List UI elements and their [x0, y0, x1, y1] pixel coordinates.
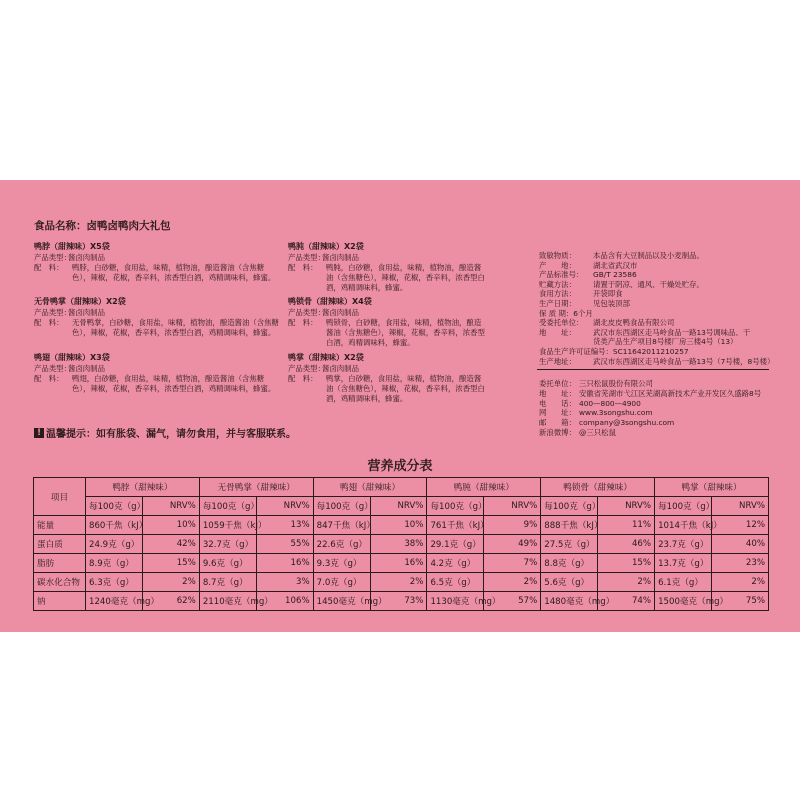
product-type [34, 253, 105, 263]
nutrient-nrv: 40% [711, 535, 768, 554]
info-row [539, 318, 674, 328]
nutrient-amount: 8.7克（g） [199, 573, 256, 592]
nutrient-nrv: 75% [711, 592, 768, 611]
product-ingredients [288, 263, 533, 295]
product-type [34, 308, 105, 318]
company-row [539, 389, 761, 399]
nutrient-nrv: 55% [256, 535, 313, 554]
nutrient-amount: 6.3克（g） [86, 573, 143, 592]
nutrient-nrv: 12% [711, 516, 768, 535]
product-column-header: 鸭锁骨（甜辣味） [541, 478, 655, 497]
company-label: 委托单位： [539, 379, 576, 388]
product-type-value: 酱卤肉制品 [322, 253, 359, 262]
per-100g-header: 每100克（g） [427, 497, 484, 516]
ingredients-label: 配 料： [288, 318, 318, 327]
company-value: company@3songshu.com [579, 418, 675, 428]
info-row [539, 280, 704, 290]
product-ingredients [34, 263, 279, 295]
nutrient-amount: 5.6克（g） [541, 573, 598, 592]
nutrient-nrv: 106% [256, 592, 313, 611]
nutrient-name: 能量 [34, 516, 86, 535]
nutrient-nrv: 42% [142, 535, 199, 554]
info-value: 6个月 [573, 308, 593, 318]
info-label: 食品生产许可证编号： [539, 347, 613, 356]
nrv-header: NRV% [711, 497, 768, 516]
nutrition-table [33, 477, 769, 611]
info-label: 贮藏方法： [539, 279, 576, 289]
info-label: 致敏物质： [539, 251, 576, 260]
company-row [539, 408, 653, 418]
nrv-header: NRV% [142, 497, 199, 516]
nutrient-nrv: 62% [142, 592, 199, 611]
nutrient-nrv: 2% [142, 573, 199, 592]
nutrient-amount: 22.6克（g） [313, 535, 370, 554]
product-type [34, 364, 105, 374]
nutrient-name: 蛋白质 [34, 535, 86, 554]
ingredients-label: 配 料： [34, 263, 64, 272]
info-value: 开袋即食 [593, 289, 623, 299]
product-header: 鸭肫（甜辣味）X2袋 [288, 242, 364, 251]
warning-notice [34, 425, 296, 440]
product-type [288, 308, 359, 318]
info-label: 地 址： [539, 327, 576, 337]
ingredients-label: 配 料： [34, 374, 64, 383]
info-row [539, 299, 630, 309]
nutrient-amount: 24.9克（g） [86, 535, 143, 554]
nutrient-nrv: 9% [484, 516, 541, 535]
nutrition-row [34, 535, 769, 554]
nutrient-nrv: 10% [370, 516, 427, 535]
nutrient-amount: 32.7克（g） [199, 535, 256, 554]
nutrient-amount: 1059千焦（kJ） [199, 516, 256, 535]
product-type-value: 酱卤肉制品 [68, 253, 105, 262]
info-row [539, 289, 623, 299]
nutrient-amount: 27.5克（g） [541, 535, 598, 554]
nutrient-nrv: 57% [484, 592, 541, 611]
nutrient-amount: 1240毫克（mg） [86, 592, 143, 611]
company-value: 400—800—4900 [579, 398, 641, 408]
product-ingredients [34, 318, 279, 350]
nutrient-nrv: 16% [370, 554, 427, 573]
info-value: 见包装顶部 [593, 299, 630, 308]
per-100g-header: 每100克（g） [313, 497, 370, 516]
nutrition-row [34, 592, 769, 611]
nutrition-title: 营养成分表 [367, 459, 433, 474]
ingredients-label: 配 料： [288, 374, 318, 383]
company-value: @三只松鼠 [579, 428, 616, 437]
warning-icon: ! [34, 428, 44, 438]
per-100g-header: 每100克（g） [655, 497, 712, 516]
nutrition-row [34, 516, 769, 535]
nutrient-amount: 7.0克（g） [313, 573, 370, 592]
info-divider [537, 369, 769, 370]
info-label: 食用方法： [539, 289, 576, 299]
nrv-header: NRV% [256, 497, 313, 516]
nutrient-amount: 29.1克（g） [427, 535, 484, 554]
company-value: 三只松鼠股份有限公司 [579, 379, 653, 388]
nutrient-nrv: 23% [711, 554, 768, 573]
nutrition-subheader-row [34, 497, 769, 516]
nutrient-nrv: 2% [598, 573, 655, 592]
product-type-value: 酱卤肉制品 [322, 308, 359, 317]
company-row [539, 428, 616, 438]
info-value: 货类产品生产项目8号楼厂房三楼4号（13） [593, 337, 738, 347]
nutrient-nrv: 15% [598, 554, 655, 573]
per-100g-header: 每100克（g） [541, 497, 598, 516]
info-value: 武汉市东西湖区走马岭食品一路13号调味品、干 [593, 327, 751, 337]
nutrient-nrv: 15% [142, 554, 199, 573]
info-label: 产品标准号： [539, 270, 584, 280]
info-row [539, 337, 737, 347]
nutrient-name: 脂肪 [34, 554, 86, 573]
product-type-label: 产品类型： [288, 364, 325, 373]
product-type-label: 产品类型： [34, 308, 71, 317]
per-100g-header: 每100克（g） [199, 497, 256, 516]
nutrition-row [34, 573, 769, 592]
item-header: 项目 [34, 478, 86, 516]
nutrient-nrv: 3% [256, 573, 313, 592]
info-row [539, 261, 637, 271]
nutrient-amount: 23.7克（g） [655, 535, 712, 554]
info-row [539, 357, 774, 367]
nutrient-amount: 1480毫克（mg） [541, 592, 598, 611]
nutrient-nrv: 2% [711, 573, 768, 592]
nutrient-nrv: 38% [370, 535, 427, 554]
info-value: GB/T 23586 [593, 270, 637, 280]
product-type-label: 产品类型： [288, 253, 325, 262]
info-value: 武汉市东西湖区走马岭食品一路13号（7号楼，8号楼） [593, 356, 775, 366]
nutrient-nrv: 49% [484, 535, 541, 554]
company-label: 邮 箱： [539, 418, 576, 428]
company-label: 电 话： [539, 398, 576, 408]
product-header: 鸭脖（甜辣味）X5袋 [34, 242, 110, 251]
nutrient-amount: 9.3克（g） [313, 554, 370, 573]
info-value: 湖北省武汉市 [593, 260, 638, 270]
nrv-header: NRV% [598, 497, 655, 516]
product-type [288, 253, 359, 263]
ingredients-value: 鸭肫，白砂糖，食用盐，味精，植物油，酿造酱油（含焦糖色），辣椒，花椒，香辛料，浓香型白酒，鸡精调味料，蜂蜜。 [326, 263, 485, 292]
warning-text: 温馨提示：如有胀袋、漏气，请勿食用，并与客服联系。 [46, 429, 296, 440]
nutrient-nrv: 13% [256, 516, 313, 535]
company-row [539, 399, 641, 409]
info-row [539, 328, 750, 338]
nutrient-nrv: 74% [598, 592, 655, 611]
nutrient-amount: 1130毫克（mg） [427, 592, 484, 611]
product-type-label: 产品类型： [288, 308, 325, 317]
company-value: 安徽省芜湖市弋江区芜湖高新技术产业开发区久盛路8号 [579, 388, 762, 398]
nutrient-amount: 4.2克（g） [427, 554, 484, 573]
nutrient-amount: 9.6克（g） [199, 554, 256, 573]
ingredients-label: 配 料： [34, 318, 64, 327]
company-label: 网 址： [539, 408, 576, 418]
info-row [539, 309, 593, 319]
info-label: 受委托单位： [539, 318, 584, 328]
ingredients-value: 鸭锁骨，白砂糖，食用盐，味精，植物油，酿造酱油（含焦糖色），辣椒，花椒，香辛料，浓香型白酒，鸡精调味料，蜂蜜。 [326, 318, 485, 347]
product-ingredients [34, 374, 279, 406]
info-row [539, 270, 637, 280]
product-type-label: 产品类型： [34, 364, 71, 373]
nutrient-nrv: 16% [256, 554, 313, 573]
product-header: 鸭掌（甜辣味）X2袋 [288, 353, 364, 362]
product-type [288, 364, 359, 374]
info-label: 生产地址： [539, 356, 576, 366]
info-label: 生产日期： [539, 299, 576, 308]
nutrient-nrv: 2% [370, 573, 427, 592]
ingredients-value: 鸭脖，白砂糖，食用盐，味精，植物油，酿造酱油（含焦糖色），辣椒，花椒，香辛料，浓香型白酒，鸡精调味料，蜂蜜。 [72, 263, 276, 282]
nutrient-amount: 2110毫克（mg） [199, 592, 256, 611]
nutrient-name: 钠 [34, 592, 86, 611]
nutrition-row [34, 554, 769, 573]
nutrient-nrv: 2% [484, 573, 541, 592]
nutrient-amount: 13.7克（g） [655, 554, 712, 573]
nutrient-amount: 1014千焦（kJ） [655, 516, 712, 535]
nutrient-amount: 6.1克（g） [655, 573, 712, 592]
info-value: SC11642011210257 [612, 347, 689, 356]
nutrient-name: 碳水化合物 [34, 573, 86, 592]
nutrient-amount: 8.9克（g） [86, 554, 143, 573]
info-label: 产 地： [539, 260, 576, 270]
product-ingredients [288, 318, 533, 350]
company-row [539, 418, 674, 428]
nutrient-amount: 860千焦（kJ） [86, 516, 143, 535]
product-type-value: 酱卤肉制品 [322, 364, 359, 373]
nutrient-nrv: 46% [598, 535, 655, 554]
product-header: 无骨鸭掌（甜辣味）X2袋 [34, 297, 126, 306]
product-header: 鸭锁骨（甜辣味）X4袋 [288, 297, 372, 306]
nutrient-amount: 847千焦（kJ） [313, 516, 370, 535]
company-value: www.3songshu.com [579, 408, 653, 418]
product-type-label: 产品类型： [34, 253, 71, 262]
company-label: 地 址： [539, 388, 576, 398]
product-column-header: 无骨鸭掌（甜辣味） [199, 478, 313, 497]
nutrient-amount: 1500毫克（mg） [655, 592, 712, 611]
company-row [539, 379, 653, 389]
nutrient-nrv: 7% [484, 554, 541, 573]
product-header: 鸭翅（甜辣味）X3袋 [34, 353, 110, 362]
nutrient-nrv: 11% [598, 516, 655, 535]
product-column-header: 鸭肫（甜辣味） [427, 478, 541, 497]
product-type-value: 酱卤肉制品 [68, 364, 105, 373]
nutrient-amount: 888千焦（kJ） [541, 516, 598, 535]
product-column-header: 鸭脖（甜辣味） [86, 478, 200, 497]
ingredients-value: 无骨鸭掌，白砂糖，食用盐，味精，植物油，酿造酱油（含焦糖色），辣椒，花椒，香辛料，浓香型白酒，鸡精调味料，蜂蜜。 [72, 318, 279, 337]
info-row [539, 347, 689, 357]
per-100g-header: 每100克（g） [86, 497, 143, 516]
ingredients-label: 配 料： [288, 263, 318, 272]
ingredients-value: 鸭掌，白砂糖，食用盐，味精，植物油，酿造酱油（含焦糖色），辣椒，花椒，香辛料，浓香型白酒，鸡精调味料，蜂蜜。 [326, 374, 485, 403]
info-row [539, 251, 704, 261]
product-column-header: 鸭掌（甜辣味） [655, 478, 769, 497]
food-name: 食品名称：卤鸭卤鸭肉大礼包 [34, 220, 171, 232]
nrv-header: NRV% [484, 497, 541, 516]
product-column-header: 鸭翅（甜辣味） [313, 478, 427, 497]
nutrition-header-row [34, 478, 769, 497]
nutrient-amount: 8.8克（g） [541, 554, 598, 573]
nutrient-amount: 1450毫克（mg） [313, 592, 370, 611]
product-type-value: 酱卤肉制品 [68, 308, 105, 317]
nutrient-amount: 6.5克（g） [427, 573, 484, 592]
info-value: 本品含有大豆制品以及小麦制品。 [593, 251, 704, 260]
product-ingredients [288, 374, 533, 406]
nutrient-nrv: 10% [142, 516, 199, 535]
nutrient-amount: 761千焦（kJ） [427, 516, 484, 535]
info-label: 保 质 期： [539, 308, 574, 318]
info-value: 湖北皮皮鸭食品有限公司 [593, 318, 675, 328]
info-value: 请置于阴凉、通风、干燥处贮存。 [593, 279, 704, 289]
company-label: 新浪微博： [539, 428, 576, 437]
nrv-header: NRV% [370, 497, 427, 516]
ingredients-value: 鸭翅，白砂糖，食用盐，味精，植物油，酿造酱油（含焦糖色），辣椒，花椒，香辛料，浓香型白酒，鸡精调味料，蜂蜜。 [72, 374, 276, 393]
nutrient-nrv: 73% [370, 592, 427, 611]
